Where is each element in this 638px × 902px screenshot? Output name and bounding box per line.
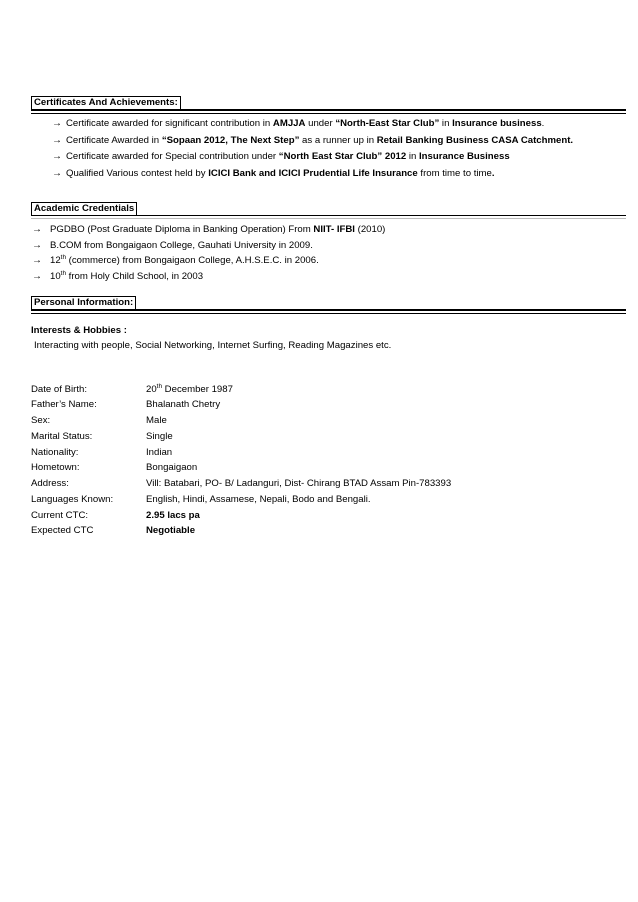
detail-value: Male <box>146 415 167 426</box>
item-text: as a runner up in <box>299 135 377 146</box>
detail-label: Address: <box>31 478 69 489</box>
detail-label: Marital Status: <box>31 431 93 442</box>
academic-item <box>32 270 203 283</box>
ordinal-suffix: th <box>60 269 67 277</box>
item-text: from time to time <box>417 168 492 179</box>
ordinal-suffix: th <box>156 382 163 390</box>
personal-title: Personal Information: <box>31 296 136 310</box>
item-text: NIIT- IFBI <box>313 224 355 235</box>
item-text: B.COM from Bongaigaon College, Gauhati University in 2009. <box>50 240 313 251</box>
academic-section-header <box>31 202 626 218</box>
right-arrow-icon: → <box>52 151 62 162</box>
item-text: Insurance business <box>452 118 542 129</box>
detail-value-text: December 1987 <box>162 384 233 395</box>
item-text: (2010) <box>354 224 386 235</box>
item-text: under <box>305 118 336 129</box>
detail-label: Current CTC: <box>31 510 89 521</box>
ordinal-suffix: th <box>60 253 67 261</box>
item-text: “Sopaan 2012, The Next Step” <box>161 135 300 146</box>
item-text: “North-East Star Club” <box>335 118 440 129</box>
right-arrow-icon: → <box>32 240 42 251</box>
item-text: in <box>406 151 420 162</box>
item-text: Certificate awarded for significant contribution in <box>66 118 273 129</box>
detail-value <box>146 383 233 396</box>
item-text: in <box>439 118 453 129</box>
right-arrow-icon: → <box>32 224 42 235</box>
academic-item <box>32 239 313 252</box>
item-text: AMJJA <box>272 118 306 129</box>
item-text: (commerce) from Bongaigaon College, A.H.S.E.C. in 2006. <box>66 255 319 266</box>
detail-value: Negotiable <box>146 525 196 536</box>
academic-title: Academic Credentials <box>31 202 137 216</box>
detail-label: Hometown: <box>31 462 80 473</box>
item-text: “North East Star Club” 2012 <box>278 151 407 162</box>
item-text: Qualified Various contest held by <box>66 168 209 179</box>
item-text: Certificate Awarded in <box>66 135 162 146</box>
academic-item <box>32 223 385 236</box>
detail-label: Languages Known: <box>31 494 114 505</box>
item-text: . <box>491 168 495 179</box>
interests-text: Interacting with people, Social Networking, Internet Surfing, Reading Magazines etc. <box>34 340 392 351</box>
certificates-title: Certificates And Achievements: <box>31 96 181 110</box>
detail-label: Date of Birth: <box>31 384 87 395</box>
detail-label: Expected CTC <box>31 525 94 536</box>
detail-value: Single <box>146 431 173 442</box>
item-text: . <box>541 118 545 129</box>
item-text: Retail Banking Business CASA Catchment. <box>376 135 574 146</box>
detail-value: Vill: Batabari, PO- B/ Ladanguri, Dist- Chirang BTAD Assam Pin-783393 <box>146 478 452 489</box>
certificate-item <box>52 117 544 130</box>
item-text: Insurance Business <box>419 151 510 162</box>
certificate-item <box>52 150 510 163</box>
section-rule <box>31 113 626 114</box>
item-text: 10 <box>50 271 61 282</box>
right-arrow-icon: → <box>32 255 42 266</box>
detail-value-text: 20 <box>146 384 157 395</box>
detail-value: Bhalanath Chetry <box>146 399 221 410</box>
academic-item <box>32 254 319 267</box>
section-rule <box>31 218 626 219</box>
item-text: 12 <box>50 255 61 266</box>
certificate-item <box>52 167 495 180</box>
detail-label: Sex: <box>31 415 51 426</box>
right-arrow-icon: → <box>52 118 62 129</box>
interests-heading: Interests & Hobbies : <box>31 325 127 336</box>
item-text: ICICI Bank and ICICI Prudential Life Insurance <box>208 168 418 179</box>
right-arrow-icon: → <box>52 135 62 146</box>
item-text: from Holy Child School, in 2003 <box>66 271 204 282</box>
detail-value: Bongaigaon <box>146 462 198 473</box>
detail-value: 2.95 lacs pa <box>146 510 200 521</box>
right-arrow-icon: → <box>32 271 42 282</box>
detail-label: Father’s Name: <box>31 399 97 410</box>
item-text: Certificate awarded for Special contribution under <box>66 151 279 162</box>
detail-label: Nationality: <box>31 447 79 458</box>
detail-value: English, Hindi, Assamese, Nepali, Bodo and Bengali. <box>146 494 371 505</box>
item-text: PGDBO (Post Graduate Diploma in Banking Operation) From <box>50 224 314 235</box>
right-arrow-icon: → <box>52 168 62 179</box>
personal-section-header <box>31 296 626 312</box>
certificates-section-header <box>31 96 626 112</box>
section-rule <box>31 313 626 314</box>
certificate-item <box>52 134 573 147</box>
detail-value: Indian <box>146 447 173 458</box>
